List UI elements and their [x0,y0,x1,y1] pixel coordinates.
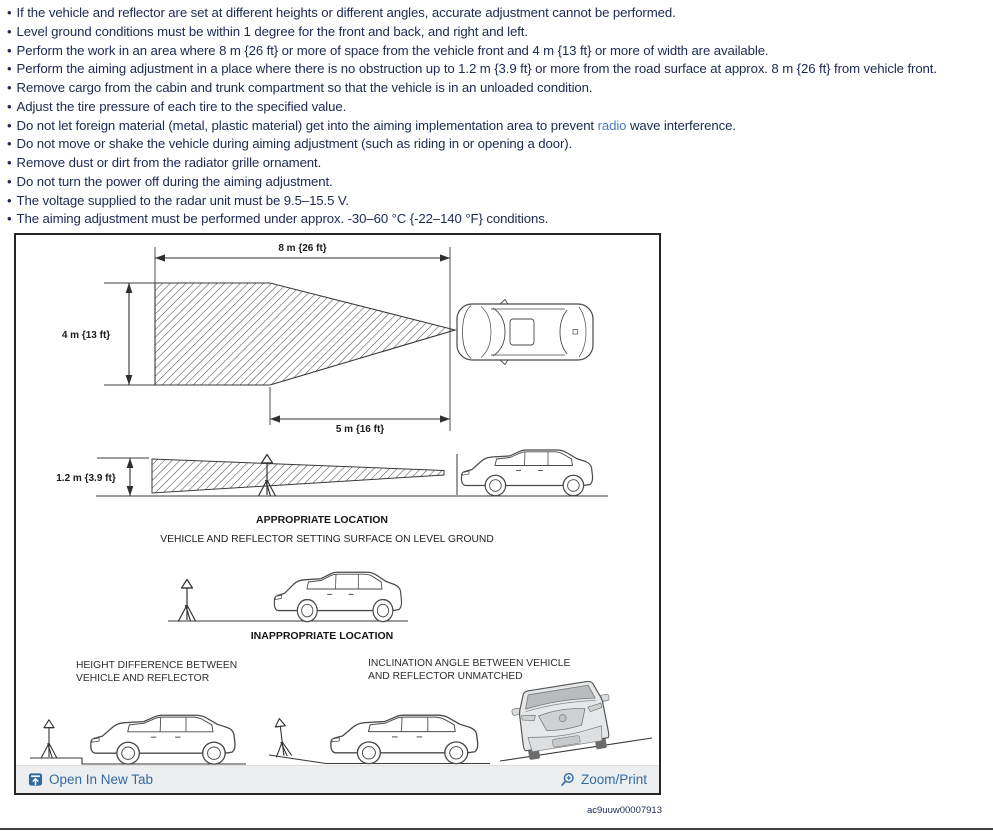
aiming-diagram [16,235,659,765]
caption-appropriate-location: APPROPRIATE LOCATION [255,514,389,526]
radar-zone-top-view [155,283,455,385]
reflector-tripod [272,718,292,758]
radio-link[interactable]: radio [597,117,627,133]
note-item: • Adjust the tire pressure of each tire to the specified value. [7,98,347,114]
note-item: • Remove dust or dirt from the radiator grille ornament. [7,155,322,170]
level-ground-illustration [168,572,408,642]
note-item: • Do not move or shake the vehicle during aiming adjustment (such as riding in or opening a door). [7,136,573,152]
svg-text:VEHICLE AND REFLECTOR: VEHICLE AND REFLECTOR [76,673,210,684]
dim-label-4m: 4 m {13 ft} [61,330,111,341]
figure-panel [14,233,661,795]
open-in-new-tab-link[interactable]: Open In New Tab [28,772,153,787]
vehicle-side-view [91,715,235,764]
top-view-section [62,243,593,435]
note-item: • Do not turn the power off during the aiming adjustment. [7,173,333,189]
note-item: • Perform the aiming adjustment in a place where there is no obstruction up to 1.2 m {3.9 ft} or more from the road surface at approx. 8 m {26 ft} from vehicle front. [7,61,937,77]
note-item: • The voltage supplied to the radar unit must be 9.5–15.5 V. [7,192,349,208]
vehicle-front-view-tilted [509,679,617,762]
vehicle-top-view [457,300,593,365]
zoom-print-link[interactable]: Zoom/Print [560,772,647,787]
dim-label-1-2m: 1.2 m {3.9 ft} [56,473,116,484]
open-in-new-tab-icon [28,772,43,787]
note-item: • If the vehicle and reflector are set at different heights or different angles, accurate adjustment cannot be performed. [7,5,676,20]
vehicle-side-view [331,715,478,763]
precaution-notes [7,4,987,229]
vehicle-side-view [274,572,401,621]
svg-text:AND REFLECTOR UNMATCHED: AND REFLECTOR UNMATCHED [368,671,523,682]
dim-label-8m: 8 m {26 ft} [278,243,327,254]
vehicle-side-view [462,450,593,496]
note-item: • Perform the work in an area where 8 m {26 ft} or more of space from the vehicle front and 4 m {13 ft} or more of width are available. [7,42,769,58]
zoom-icon [560,772,575,787]
reflector-tripod [179,580,196,622]
caption-level-ground: VEHICLE AND REFLECTOR SETTING SURFACE ON LEVEL GROUND [160,534,494,545]
page-bottom-rule [0,828,993,830]
note-item: • Remove cargo from the cabin and trunk compartment so that the vehicle is in an unloaded condition. [7,80,593,95]
reflector-tripod [41,720,57,758]
label-height-difference: HEIGHT DIFFERENCE BETWEEN [76,660,238,671]
label-inclination-angle: INCLINATION ANGLE BETWEEN VEHICLE [368,658,571,669]
note-item: • Level ground conditions must be within 1 degree for the front and back, and right and left. [7,23,528,39]
side-view-section [56,450,608,545]
caption-inappropriate-location: INAPPROPRIATE LOCATION [250,630,394,642]
dim-label-5m: 5 m {16 ft} [335,424,385,435]
figure-code: ac9uuw00007913 [586,805,662,816]
note-item: • Do not let foreign material (metal, plastic material) get into the aiming implementation area to prevent radio wave interference. [7,117,736,133]
bad-examples-section [30,658,652,764]
note-item: • The aiming adjustment must be performed under approx. -30–60 °C {-22–140 °F} conditions. [7,211,549,227]
radar-zone-side-view [152,459,444,493]
figure-toolbar [16,765,659,793]
